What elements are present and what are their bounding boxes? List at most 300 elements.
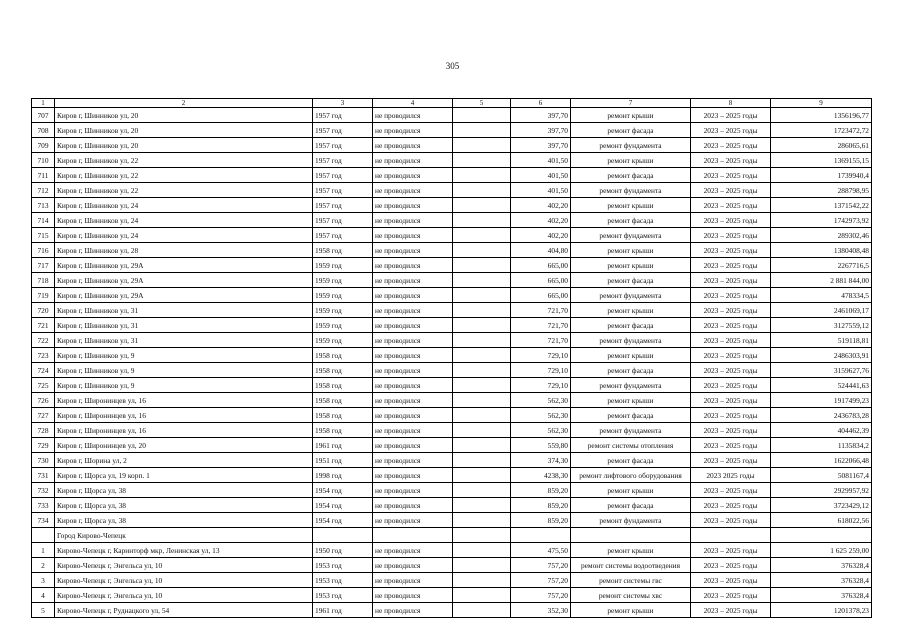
area-cell: 352,30 <box>511 603 571 618</box>
period-cell: 2023 – 2025 годы <box>691 588 771 603</box>
column-5-cell <box>453 228 511 243</box>
column-5-cell <box>453 138 511 153</box>
table-row <box>32 363 872 378</box>
work-type-cell: ремонт системы гвс <box>571 573 691 588</box>
table-row <box>32 378 872 393</box>
period-cell: 2023 – 2025 годы <box>691 408 771 423</box>
period-cell: 2023 – 2025 годы <box>691 183 771 198</box>
cost-cell: 1369155,15 <box>771 153 872 168</box>
previous-repair-cell: не проводился <box>373 573 453 588</box>
previous-repair-cell: не проводился <box>373 513 453 528</box>
column-5-cell <box>453 333 511 348</box>
cost-cell: 376328,4 <box>771 588 872 603</box>
row-number: 712 <box>32 183 55 198</box>
cost-cell: 2929957,92 <box>771 483 872 498</box>
address-cell: Кирово-Чепецк г, Энгельса ул, 10 <box>55 588 313 603</box>
row-number: 730 <box>32 453 55 468</box>
cost-cell: 1622066,48 <box>771 453 872 468</box>
table-row <box>32 228 872 243</box>
period-cell: 2023 – 2025 годы <box>691 543 771 558</box>
cost-cell: 2436783,28 <box>771 408 872 423</box>
cost-cell: 618022,56 <box>771 513 872 528</box>
period-cell: 2023 – 2025 годы <box>691 333 771 348</box>
year-cell: 1958 год <box>313 378 373 393</box>
area-cell: 401,50 <box>511 168 571 183</box>
table-row <box>32 183 872 198</box>
previous-repair-cell: не проводился <box>373 198 453 213</box>
address-cell: Киров г, Шинников ул, 9 <box>55 378 313 393</box>
area-cell: 721,70 <box>511 318 571 333</box>
column-5-cell <box>453 453 511 468</box>
previous-repair-cell: не проводился <box>373 258 453 273</box>
column-number: 2 <box>55 99 313 108</box>
previous-repair-cell: не проводился <box>373 318 453 333</box>
cost-cell: 288798,95 <box>771 183 872 198</box>
period-cell: 2023 – 2025 годы <box>691 108 771 123</box>
year-cell: 1959 год <box>313 333 373 348</box>
year-cell: 1959 год <box>313 303 373 318</box>
address-cell: Киров г, Шинников ул, 22 <box>55 153 313 168</box>
row-number: 708 <box>32 123 55 138</box>
previous-repair-cell: не проводился <box>373 378 453 393</box>
address-cell: Киров г, Шинников ул, 20 <box>55 138 313 153</box>
row-number: 3 <box>32 573 55 588</box>
area-cell: 475,50 <box>511 543 571 558</box>
column-number: 3 <box>313 99 373 108</box>
cost-cell: 1356196,77 <box>771 108 872 123</box>
cost-cell: 1742973,92 <box>771 213 872 228</box>
period-cell: 2023 – 2025 годы <box>691 318 771 333</box>
work-type-cell: ремонт крыши <box>571 258 691 273</box>
area-cell: 562,30 <box>511 393 571 408</box>
cost-cell: 286065,61 <box>771 138 872 153</box>
table-row <box>32 558 872 573</box>
area-cell: 721,70 <box>511 333 571 348</box>
row-number: 715 <box>32 228 55 243</box>
work-type-cell: ремонт фундамента <box>571 378 691 393</box>
period-cell: 2023 – 2025 годы <box>691 273 771 288</box>
area-cell: 397,70 <box>511 138 571 153</box>
year-cell: 1961 год <box>313 603 373 618</box>
column-number: 1 <box>32 99 55 108</box>
table-row <box>32 138 872 153</box>
area-cell: 397,70 <box>511 123 571 138</box>
table-row <box>32 588 872 603</box>
column-5-cell <box>453 393 511 408</box>
year-cell: 1954 год <box>313 483 373 498</box>
period-cell: 2023 – 2025 годы <box>691 423 771 438</box>
table-row <box>32 168 872 183</box>
column-5-cell <box>453 153 511 168</box>
column-5-cell <box>453 588 511 603</box>
row-number: 724 <box>32 363 55 378</box>
row-number: 4 <box>32 588 55 603</box>
repair-schedule-table <box>31 98 872 618</box>
row-number: 714 <box>32 213 55 228</box>
column-5-cell <box>453 543 511 558</box>
work-type-cell: ремонт фасада <box>571 123 691 138</box>
table-row <box>32 333 872 348</box>
address-cell: Кирово-Чепецк г, Каринторф мкр, Ленинская ул, 13 <box>55 543 313 558</box>
previous-repair-cell: не проводился <box>373 123 453 138</box>
previous-repair-cell: не проводился <box>373 303 453 318</box>
cost-cell: 2 881 844,00 <box>771 273 872 288</box>
cost-cell: 1135834,2 <box>771 438 872 453</box>
address-cell: Киров г, Шинников ул, 31 <box>55 303 313 318</box>
previous-repair-cell: не проводился <box>373 153 453 168</box>
work-type-cell: ремонт системы водоотведения <box>571 558 691 573</box>
year-cell: 1958 год <box>313 243 373 258</box>
cost-cell: 1380408,48 <box>771 243 872 258</box>
column-5-cell <box>453 423 511 438</box>
address-cell: Киров г, Щорса ул, 38 <box>55 483 313 498</box>
previous-repair-cell: не проводился <box>373 558 453 573</box>
column-5-cell <box>453 483 511 498</box>
cost-cell: 1 625 259,00 <box>771 543 872 558</box>
address-cell: Киров г, Щорса ул, 38 <box>55 498 313 513</box>
area-cell: 665,00 <box>511 258 571 273</box>
year-cell: 1961 год <box>313 438 373 453</box>
area-cell: 729,10 <box>511 363 571 378</box>
table-row <box>32 318 872 333</box>
row-number: 722 <box>32 333 55 348</box>
year-cell: 1957 год <box>313 228 373 243</box>
period-cell: 2023 – 2025 годы <box>691 138 771 153</box>
period-cell: 2023 – 2025 годы <box>691 453 771 468</box>
year-cell: 1958 год <box>313 423 373 438</box>
work-type-cell: ремонт фундамента <box>571 288 691 303</box>
column-number: 5 <box>453 99 511 108</box>
year-cell: 1958 год <box>313 363 373 378</box>
year-cell: 1959 год <box>313 258 373 273</box>
address-cell: Киров г, Шинников ул, 24 <box>55 228 313 243</box>
previous-repair-cell: не проводился <box>373 138 453 153</box>
area-cell: 401,50 <box>511 153 571 168</box>
row-number: 727 <box>32 408 55 423</box>
column-number: 9 <box>771 99 872 108</box>
table-row <box>32 423 872 438</box>
work-type-cell: ремонт крыши <box>571 483 691 498</box>
year-cell: 1951 год <box>313 453 373 468</box>
work-type-cell: ремонт крыши <box>571 303 691 318</box>
previous-repair-cell: не проводился <box>373 423 453 438</box>
work-type-cell: ремонт фундамента <box>571 183 691 198</box>
cost-cell: 3127559,12 <box>771 318 872 333</box>
section-empty-cell <box>771 528 872 543</box>
work-type-cell: ремонт фасада <box>571 363 691 378</box>
period-cell: 2023 – 2025 годы <box>691 303 771 318</box>
period-cell: 2023 – 2025 годы <box>691 168 771 183</box>
year-cell: 1998 год <box>313 468 373 483</box>
address-cell: Киров г, Широнинцев ул, 16 <box>55 408 313 423</box>
period-cell: 2023 – 2025 годы <box>691 213 771 228</box>
work-type-cell: ремонт фундамента <box>571 138 691 153</box>
table-row <box>32 108 872 123</box>
row-number: 729 <box>32 438 55 453</box>
work-type-cell: ремонт фасада <box>571 318 691 333</box>
previous-repair-cell: не проводился <box>373 498 453 513</box>
address-cell: Киров г, Шинников ул, 9 <box>55 348 313 363</box>
section-empty-cell <box>32 528 55 543</box>
work-type-cell: ремонт крыши <box>571 198 691 213</box>
period-cell: 2023 – 2025 годы <box>691 258 771 273</box>
year-cell: 1957 год <box>313 213 373 228</box>
row-number: 723 <box>32 348 55 363</box>
year-cell: 1958 год <box>313 348 373 363</box>
column-5-cell <box>453 168 511 183</box>
table-row <box>32 198 872 213</box>
previous-repair-cell: не проводился <box>373 228 453 243</box>
address-cell: Киров г, Шинников ул, 9 <box>55 363 313 378</box>
column-5-cell <box>453 318 511 333</box>
row-number: 711 <box>32 168 55 183</box>
cost-cell: 3723429,12 <box>771 498 872 513</box>
section-row <box>32 528 872 543</box>
cost-cell: 2461069,17 <box>771 303 872 318</box>
year-cell: 1954 год <box>313 498 373 513</box>
cost-cell: 478334,5 <box>771 288 872 303</box>
column-5-cell <box>453 198 511 213</box>
column-number: 8 <box>691 99 771 108</box>
area-cell: 757,20 <box>511 558 571 573</box>
table-row <box>32 153 872 168</box>
work-type-cell: ремонт фундамента <box>571 513 691 528</box>
area-cell: 859,20 <box>511 498 571 513</box>
previous-repair-cell: не проводился <box>373 243 453 258</box>
area-cell: 562,30 <box>511 423 571 438</box>
work-type-cell: ремонт лифтового оборудования <box>571 468 691 483</box>
year-cell: 1958 год <box>313 393 373 408</box>
cost-cell: 289302,46 <box>771 228 872 243</box>
table-row <box>32 573 872 588</box>
address-cell: Киров г, Шинников ул, 29А <box>55 288 313 303</box>
year-cell: 1959 год <box>313 273 373 288</box>
area-cell: 729,10 <box>511 348 571 363</box>
year-cell: 1957 год <box>313 153 373 168</box>
previous-repair-cell: не проводился <box>373 333 453 348</box>
previous-repair-cell: не проводился <box>373 108 453 123</box>
row-number: 5 <box>32 603 55 618</box>
table-row <box>32 543 872 558</box>
year-cell: 1957 год <box>313 198 373 213</box>
cost-cell: 1371542,22 <box>771 198 872 213</box>
table-row <box>32 438 872 453</box>
table-row <box>32 273 872 288</box>
column-5-cell <box>453 348 511 363</box>
cost-cell: 1739940,4 <box>771 168 872 183</box>
work-type-cell: ремонт фасада <box>571 408 691 423</box>
period-cell: 2023 – 2025 годы <box>691 498 771 513</box>
address-cell: Киров г, Шинников ул, 28 <box>55 243 313 258</box>
area-cell: 402,20 <box>511 198 571 213</box>
work-type-cell: ремонт крыши <box>571 348 691 363</box>
year-cell: 1957 год <box>313 168 373 183</box>
row-number: 721 <box>32 318 55 333</box>
area-cell: 665,00 <box>511 288 571 303</box>
period-cell: 2023 – 2025 годы <box>691 123 771 138</box>
row-number: 707 <box>32 108 55 123</box>
area-cell: 562,30 <box>511 408 571 423</box>
section-empty-cell <box>691 528 771 543</box>
year-cell: 1954 год <box>313 513 373 528</box>
previous-repair-cell: не проводился <box>373 273 453 288</box>
address-cell: Киров г, Шинников ул, 29А <box>55 273 313 288</box>
period-cell: 2023 2025 годы <box>691 468 771 483</box>
cost-cell: 3159627,76 <box>771 363 872 378</box>
year-cell: 1950 год <box>313 543 373 558</box>
previous-repair-cell: не проводился <box>373 453 453 468</box>
previous-repair-cell: не проводился <box>373 168 453 183</box>
year-cell: 1953 год <box>313 573 373 588</box>
table-row <box>32 348 872 363</box>
column-5-cell <box>453 243 511 258</box>
period-cell: 2023 – 2025 годы <box>691 228 771 243</box>
area-cell: 859,20 <box>511 513 571 528</box>
table-row <box>32 258 872 273</box>
year-cell: 1958 год <box>313 408 373 423</box>
work-type-cell: ремонт крыши <box>571 603 691 618</box>
address-cell: Киров г, Шинников ул, 20 <box>55 108 313 123</box>
area-cell: 757,20 <box>511 588 571 603</box>
work-type-cell: ремонт крыши <box>571 393 691 408</box>
column-5-cell <box>453 513 511 528</box>
address-cell: Киров г, Широнинцев ул, 16 <box>55 393 313 408</box>
work-type-cell: ремонт фасада <box>571 168 691 183</box>
column-5-cell <box>453 603 511 618</box>
address-cell: Киров г, Шинников ул, 24 <box>55 213 313 228</box>
table-row <box>32 483 872 498</box>
period-cell: 2023 – 2025 годы <box>691 438 771 453</box>
row-number: 2 <box>32 558 55 573</box>
previous-repair-cell: не проводился <box>373 348 453 363</box>
period-cell: 2023 – 2025 годы <box>691 603 771 618</box>
column-5-cell <box>453 108 511 123</box>
cost-cell: 1917499,23 <box>771 393 872 408</box>
row-number: 1 <box>32 543 55 558</box>
address-cell: Кирово-Чепецк г, Руднацкого ул, 54 <box>55 603 313 618</box>
row-number: 725 <box>32 378 55 393</box>
section-empty-cell <box>453 528 511 543</box>
year-cell: 1957 год <box>313 108 373 123</box>
period-cell: 2023 – 2025 годы <box>691 363 771 378</box>
period-cell: 2023 – 2025 годы <box>691 393 771 408</box>
year-cell: 1959 год <box>313 318 373 333</box>
cost-cell: 2486303,91 <box>771 348 872 363</box>
year-cell: 1953 год <box>313 588 373 603</box>
period-cell: 2023 – 2025 годы <box>691 513 771 528</box>
section-empty-cell <box>571 528 691 543</box>
column-5-cell <box>453 378 511 393</box>
table-row <box>32 288 872 303</box>
work-type-cell: ремонт крыши <box>571 543 691 558</box>
row-number: 717 <box>32 258 55 273</box>
previous-repair-cell: не проводился <box>373 588 453 603</box>
period-cell: 2023 – 2025 годы <box>691 483 771 498</box>
column-5-cell <box>453 123 511 138</box>
page-number: 305 <box>445 61 460 71</box>
area-cell: 4238,30 <box>511 468 571 483</box>
period-cell: 2023 – 2025 годы <box>691 153 771 168</box>
address-cell: Киров г, Шинников ул, 31 <box>55 318 313 333</box>
previous-repair-cell: не проводился <box>373 363 453 378</box>
previous-repair-cell: не проводился <box>373 393 453 408</box>
column-5-cell <box>453 273 511 288</box>
previous-repair-cell: не проводился <box>373 603 453 618</box>
row-number: 734 <box>32 513 55 528</box>
cost-cell: 5081167,4 <box>771 468 872 483</box>
row-number: 719 <box>32 288 55 303</box>
work-type-cell: ремонт фасада <box>571 213 691 228</box>
period-cell: 2023 – 2025 годы <box>691 243 771 258</box>
column-5-cell <box>453 498 511 513</box>
table-row <box>32 408 872 423</box>
work-type-cell: ремонт системы отопления <box>571 438 691 453</box>
address-cell: Киров г, Шинников ул, 22 <box>55 168 313 183</box>
previous-repair-cell: не проводился <box>373 213 453 228</box>
address-cell: Киров г, Шинников ул, 24 <box>55 198 313 213</box>
column-5-cell <box>453 438 511 453</box>
previous-repair-cell: не проводился <box>373 543 453 558</box>
area-cell: 374,30 <box>511 453 571 468</box>
area-cell: 401,50 <box>511 183 571 198</box>
previous-repair-cell: не проводился <box>373 438 453 453</box>
section-empty-cell <box>373 528 453 543</box>
column-number: 6 <box>511 99 571 108</box>
area-cell: 665,00 <box>511 273 571 288</box>
address-cell: Киров г, Шинников ул, 22 <box>55 183 313 198</box>
year-cell: 1953 год <box>313 558 373 573</box>
column-5-cell <box>453 408 511 423</box>
period-cell: 2023 – 2025 годы <box>691 348 771 363</box>
column-number: 4 <box>373 99 453 108</box>
year-cell: 1957 год <box>313 123 373 138</box>
address-cell: Киров г, Щорса ул, 38 <box>55 513 313 528</box>
work-type-cell: ремонт крыши <box>571 243 691 258</box>
address-cell: Киров г, Щорса ул, 19 корп. 1 <box>55 468 313 483</box>
period-cell: 2023 – 2025 годы <box>691 558 771 573</box>
row-number: 718 <box>32 273 55 288</box>
table-row <box>32 603 872 618</box>
row-number: 731 <box>32 468 55 483</box>
area-cell: 729,10 <box>511 378 571 393</box>
table-row <box>32 243 872 258</box>
year-cell: 1957 год <box>313 138 373 153</box>
period-cell: 2023 – 2025 годы <box>691 288 771 303</box>
table-row <box>32 513 872 528</box>
row-number: 716 <box>32 243 55 258</box>
table-row <box>32 393 872 408</box>
previous-repair-cell: не проводился <box>373 483 453 498</box>
row-number: 710 <box>32 153 55 168</box>
area-cell: 559,80 <box>511 438 571 453</box>
address-cell: Киров г, Широнинцев ул, 20 <box>55 438 313 453</box>
area-cell: 402,20 <box>511 213 571 228</box>
work-type-cell: ремонт крыши <box>571 153 691 168</box>
row-number: 713 <box>32 198 55 213</box>
previous-repair-cell: не проводился <box>373 288 453 303</box>
row-number: 733 <box>32 498 55 513</box>
work-type-cell: ремонт фасада <box>571 453 691 468</box>
row-number: 726 <box>32 393 55 408</box>
row-number: 720 <box>32 303 55 318</box>
area-cell: 397,70 <box>511 108 571 123</box>
column-5-cell <box>453 213 511 228</box>
area-cell: 721,70 <box>511 303 571 318</box>
work-type-cell: ремонт фасада <box>571 273 691 288</box>
table-row <box>32 123 872 138</box>
address-cell: Киров г, Шинников ул, 20 <box>55 123 313 138</box>
address-cell: Киров г, Шинников ул, 31 <box>55 333 313 348</box>
